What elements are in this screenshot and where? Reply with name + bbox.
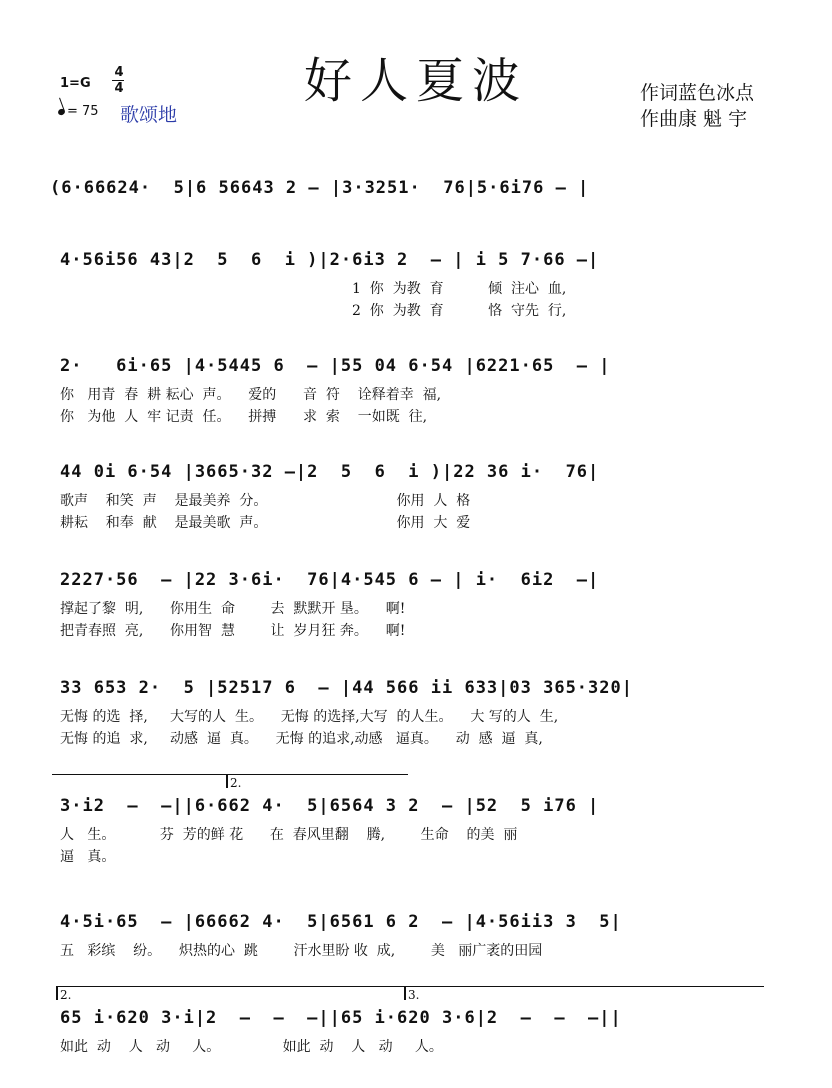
- score-row-3-verse-1: 你 用青 春 耕 耘心 声。 爱的 音 符 诠释着幸 福,: [60, 387, 442, 403]
- volta-label-2: 2.: [230, 776, 242, 790]
- volta-bracket-2: [52, 774, 408, 775]
- score-row-5-verse-1: 撑起了黎 明, 你用生 命 去 默默开 垦。 啊!: [60, 601, 406, 617]
- tempo-mark: [58, 104, 99, 119]
- score-row-7-notes: 3·i2 – –||6·662 4· 5|6564 3 2 – |52 5 i76 |: [60, 796, 600, 816]
- volta-bracket-final-hook-a: [56, 986, 58, 1000]
- volta-label-2b: 2.: [60, 988, 72, 1002]
- time-signature-top: 4: [114, 65, 124, 80]
- score-row-2-verse-2: 2 你 为教 育 恪 守先 行,: [352, 303, 567, 319]
- score-row-7-verse-2: 逼 真。: [60, 849, 116, 865]
- score-row-6-verse-2: 无悔 的追 求, 动感 逼 真。 无悔 的追求,动感 逼真。 动 感 逼 真,: [60, 731, 543, 747]
- score-row-4-notes: 44 0i 6·54 |3665·32 –|2 5 6 i )|22 36 i· 76|: [60, 462, 600, 482]
- score-row-3-verse-2: 你 为他 人 牢 记责 任。 拼搏 求 索 一如既 往,: [60, 409, 428, 425]
- score-row-9-verse-1: 如此 动 人 动 人。 如此 动 人 动 人。: [60, 1039, 443, 1055]
- volta-bracket-2-hook: [226, 774, 228, 788]
- score-row-8-verse-1: 五 彩缤 纷。 炽热的心 跳 汗水里盼 收 成, 美 丽广袤的田园: [60, 943, 543, 959]
- volta-bracket-final-hook-b: [404, 986, 406, 1000]
- score-row-5-notes: 2227·56 – |22 3·6i· 76|4·545 6 – | i· 6i2 –|: [60, 570, 600, 590]
- score-row-6-notes: 33 653 2· 5 |52517 6 – |44 566 ii 633|03 365·320|: [60, 678, 633, 698]
- tempo-value: = 75: [67, 104, 99, 119]
- score-row-3-notes: 2· 6i·65 |4·5445 6 – |55 04 6·54 |6221·65 – |: [60, 356, 611, 376]
- composer-credit: 作曲康 魁 宇: [640, 108, 748, 130]
- score-row-6-verse-1: 无悔 的选 择, 大写的人 生。 无悔 的选择,大写 的人生。 大 写的人 生,: [60, 709, 559, 725]
- score-row-9-notes: 65 i·620 3·i|2 – – –||65 i·620 3·6|2 – – –||: [60, 1008, 622, 1028]
- score-row-1-notes: (6·66624· 5|6 56643 2 – |3·3251· 76|5·6i76 – |: [50, 178, 590, 198]
- score-row-2-notes: 4·56i56 43|2 5 6 i )|2·6i3 2 – | i 5 7·66 –|: [60, 250, 600, 270]
- score-row-5-verse-2: 把青春照 亮, 你用智 慧 让 岁月狂 奔。 啊!: [60, 623, 406, 639]
- score-row-8-notes: 4·5i·65 – |66662 4· 5|6561 6 2 – |4·56ii3 3 5|: [60, 912, 622, 932]
- quarter-note-icon: [57, 108, 66, 116]
- score-row-2-verse-1: 1 你 为教 育 倾 注心 血,: [352, 281, 567, 297]
- score-row-4-verse-2: 耕耘 和奉 献 是最美歌 声。 你用 大 爱: [60, 515, 471, 531]
- song-title: 好人夏波: [303, 53, 528, 109]
- volta-label-3: 3.: [408, 988, 420, 1002]
- volta-bracket-final: [56, 986, 764, 987]
- score-row-4-verse-1: 歌声 和笑 声 是最美养 分。 你用 人 格: [60, 493, 471, 509]
- expression-mark: 歌颂地: [120, 104, 178, 126]
- time-signature-bottom: 4: [114, 81, 124, 96]
- key-signature: 1=G: [60, 76, 91, 91]
- score-row-7-verse-1: 人 生。 芬 芳的鲜 花 在 春风里翻 腾, 生命 的美 丽: [60, 827, 518, 843]
- lyricist-credit: 作词蓝色冰点: [640, 82, 755, 104]
